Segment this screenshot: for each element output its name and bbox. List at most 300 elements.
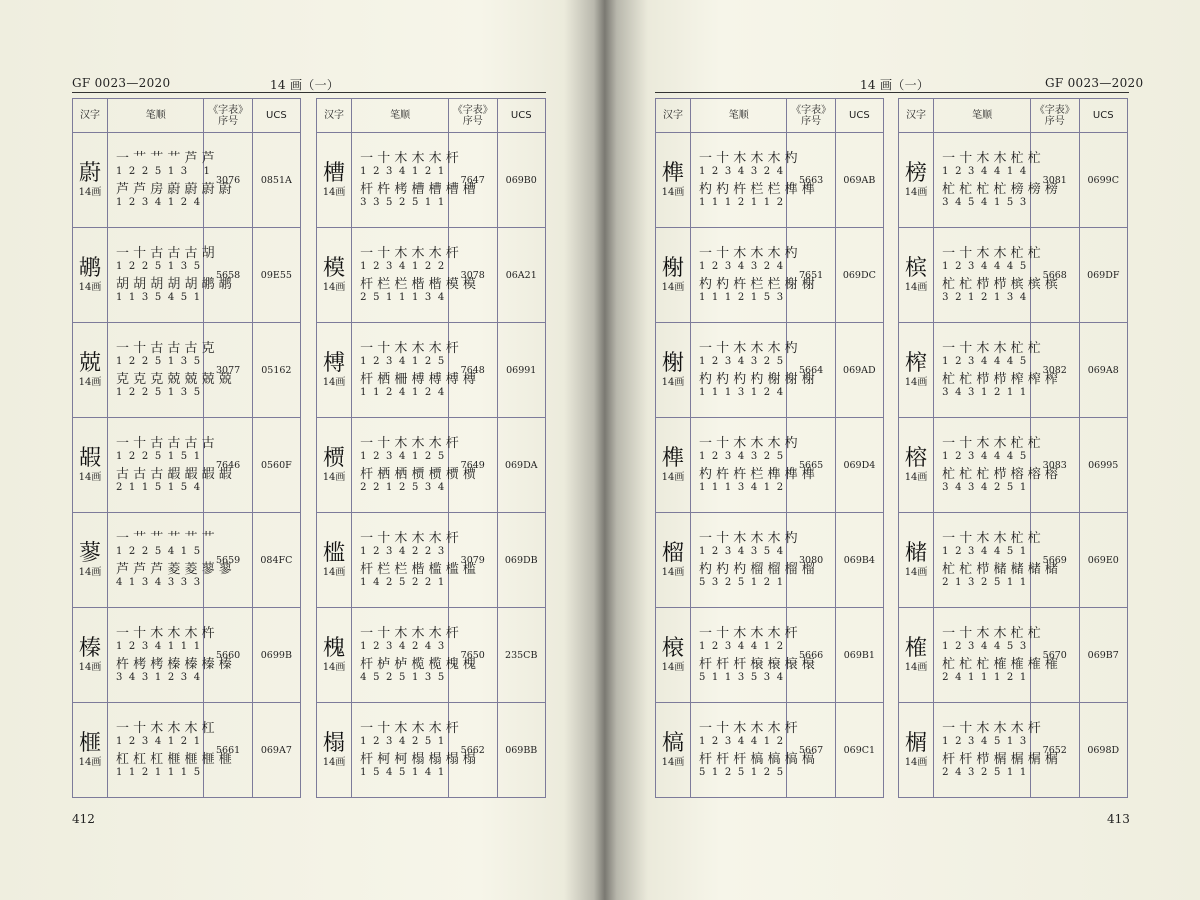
- header-stroke-order: 笔顺: [352, 99, 449, 133]
- table-row: [899, 418, 1128, 513]
- stroke-order-glyphs: 杆 栖 栖 槚 槚 槚 槚: [360, 466, 476, 482]
- table-seq-number: 3083: [1031, 418, 1079, 513]
- hanzi-cell: [317, 228, 352, 323]
- ucs-code: 0560F: [252, 418, 300, 513]
- stroke-count: 14画: [904, 757, 928, 768]
- hanzi-character: 榭: [661, 256, 684, 281]
- stroke-order-numbers: 1225415: [115, 545, 207, 557]
- table-seq-number: 3079: [449, 513, 497, 608]
- hanzi-cell: [73, 323, 108, 418]
- table-seq-number: 7649: [449, 418, 497, 513]
- header-ucs: UCS: [835, 99, 883, 133]
- stroke-order-numbers: 1225135: [115, 355, 207, 367]
- stroke-order-glyphs: 杵 栲 栲 榛 榛 榛 榛: [115, 656, 232, 672]
- ucs-code: 09E55: [252, 228, 300, 323]
- hanzi-cell: [899, 608, 934, 703]
- stroke-section-header: 14 画（一）: [270, 78, 340, 92]
- stroke-order-glyphs: 一 十 木 木 木 杆: [360, 340, 459, 356]
- hanzi-character: 榷: [905, 636, 928, 661]
- hanzi-character: 榫: [661, 446, 684, 471]
- character-table: [72, 98, 301, 798]
- table-seq-number: 5669: [1031, 513, 1079, 608]
- table-seq-number: 7648: [449, 323, 497, 418]
- hanzi-cell: [656, 323, 691, 418]
- stroke-order-glyphs: 一 十 木 木 木 杆: [360, 435, 459, 451]
- hanzi-character: 嘏: [78, 446, 101, 471]
- hanzi-character: 榭: [661, 351, 684, 376]
- table-row: [317, 133, 546, 228]
- stroke-order-numbers: 1234324: [698, 260, 790, 272]
- hanzi-cell: [899, 513, 934, 608]
- table-row: [73, 228, 301, 323]
- stroke-order-numbers: 1234513: [942, 735, 1033, 747]
- table-row: [73, 703, 301, 798]
- stroke-order-numbers: 5125125: [698, 766, 790, 778]
- header-ucs: UCS: [1079, 99, 1128, 133]
- stroke-order-numbers: 1225151: [115, 450, 207, 462]
- table-seq-number: 5659: [204, 513, 252, 608]
- ucs-code: 0851A: [252, 133, 300, 228]
- table-seq-number: 5667: [787, 703, 835, 798]
- table-row: [656, 608, 884, 703]
- table-row: [317, 703, 546, 798]
- header-rule: [72, 92, 546, 93]
- table-seq-number: 5658: [204, 228, 252, 323]
- stroke-count: 14画: [904, 472, 928, 483]
- table-seq-number: 7646: [204, 418, 252, 513]
- stroke-count: 14画: [661, 567, 685, 578]
- table-row: [899, 513, 1128, 608]
- table-seq-number: 7647: [449, 133, 497, 228]
- table-seq-number: 7651: [787, 228, 835, 323]
- hanzi-cell: [317, 703, 352, 798]
- right-page: [600, 0, 1200, 900]
- stroke-order-numbers: 5113534: [698, 671, 790, 683]
- character-table: [316, 98, 546, 798]
- table-row: [656, 418, 884, 513]
- ucs-code: 069DF: [1079, 228, 1128, 323]
- hanzi-cell: [73, 133, 108, 228]
- stroke-order-numbers: 2511134: [360, 291, 451, 303]
- stroke-order-numbers: 1234125: [360, 355, 451, 367]
- standard-code-header: GF 0023—2020: [1045, 76, 1144, 90]
- stroke-order-numbers: 1121115: [115, 766, 207, 778]
- hanzi-character: 蔚: [78, 161, 101, 186]
- stroke-count: 14画: [904, 377, 928, 388]
- table-row: [899, 608, 1128, 703]
- table-seq-number: 5664: [787, 323, 835, 418]
- stroke-order-glyphs: 一 十 木 木 木 杓: [698, 150, 798, 166]
- hanzi-cell: [899, 418, 934, 513]
- hanzi-cell: [656, 228, 691, 323]
- stroke-order-glyphs: 杆 杆 杆 榱 榱 榱 榱: [698, 656, 815, 672]
- stroke-order-glyphs: 一 十 木 木 木 杆: [698, 625, 798, 641]
- hanzi-cell: [317, 418, 352, 513]
- stroke-order-glyphs: 一 艹 艹 艹 芦 芦: [115, 150, 215, 166]
- stroke-order-glyphs: 一 十 木 木 杧 杧: [942, 530, 1041, 546]
- stroke-order-glyphs: 杓 杓 杵 栏 栏 榭 榭: [698, 276, 815, 292]
- hanzi-cell: [656, 608, 691, 703]
- stroke-order-numbers: 1234125: [360, 450, 451, 462]
- stroke-order-glyphs: 杆 栌 栌 榄 榄 槐 槐: [360, 656, 476, 672]
- stroke-order-numbers: 1225135: [115, 260, 207, 272]
- stroke-count: 14画: [661, 662, 685, 673]
- page-number: 412: [72, 812, 95, 826]
- header-hanzi: 汉字: [656, 99, 691, 133]
- table-seq-number: 3077: [204, 323, 252, 418]
- hanzi-cell: [73, 228, 108, 323]
- hanzi-cell: [317, 323, 352, 418]
- hanzi-cell: [656, 513, 691, 608]
- ucs-code: 069AD: [835, 323, 883, 418]
- stroke-count: 14画: [78, 472, 102, 483]
- stroke-order-numbers: 1124124: [360, 386, 451, 398]
- stroke-count: 14画: [904, 187, 928, 198]
- stroke-order-numbers: 1234121: [360, 165, 451, 177]
- hanzi-character: 槛: [323, 541, 346, 566]
- stroke-order-glyphs: 一 十 木 木 木 杆: [698, 720, 798, 736]
- hanzi-character: 榛: [78, 636, 101, 661]
- ucs-code: 0699B: [252, 608, 300, 703]
- character-table: [655, 98, 884, 798]
- stroke-order-numbers: 3434251: [942, 481, 1033, 493]
- hanzi-cell: [73, 513, 108, 608]
- stroke-order-numbers: 2212534: [360, 481, 451, 493]
- ucs-code: 069A8: [1079, 323, 1128, 418]
- stroke-order-glyphs: 一 十 木 木 木 杆: [360, 245, 459, 261]
- stroke-count: 14画: [78, 187, 102, 198]
- stroke-order-glyphs: 一 十 木 木 木 杠: [115, 720, 215, 736]
- table-seq-number: 5663: [787, 133, 835, 228]
- ucs-code: 069C1: [835, 703, 883, 798]
- stroke-order-numbers: 1234412: [698, 735, 790, 747]
- stroke-count: 14画: [322, 187, 346, 198]
- stroke-order-glyphs: 杓 杓 杓 榴 榴 榴 榴: [698, 561, 815, 577]
- stroke-count: 14画: [322, 377, 346, 388]
- header-ucs: UCS: [252, 99, 300, 133]
- ucs-code: 069B7: [1079, 608, 1128, 703]
- stroke-order-glyphs: 一 十 木 木 木 杆: [360, 150, 459, 166]
- stroke-count: 14画: [904, 282, 928, 293]
- table-row: [656, 323, 884, 418]
- header-stroke-order: 笔顺: [107, 99, 204, 133]
- ucs-code: 069DB: [497, 513, 546, 608]
- stroke-order-numbers: 1234453: [942, 640, 1033, 652]
- stroke-order-glyphs: 一 十 木 木 杧 杧: [942, 625, 1041, 641]
- hanzi-cell: [899, 133, 934, 228]
- stroke-order-numbers: 1113124: [698, 386, 790, 398]
- stroke-order-numbers: 1234251: [360, 735, 451, 747]
- character-table: [898, 98, 1128, 798]
- header-hanzi: 汉字: [899, 99, 934, 133]
- stroke-order-numbers: 2115154: [115, 481, 207, 493]
- stroke-order-numbers: 1425221: [360, 576, 451, 588]
- table-row: [656, 513, 884, 608]
- table-row: [899, 323, 1128, 418]
- table-seq-number: 5668: [1031, 228, 1079, 323]
- stroke-order-glyphs: 芦 芦 芦 菱 菱 蓼 蓼: [115, 561, 232, 577]
- ucs-code: 06991: [497, 323, 546, 418]
- stroke-order-numbers: 1234223: [360, 545, 451, 557]
- ucs-code: 084FC: [252, 513, 300, 608]
- stroke-order-glyphs: 一 十 木 木 木 杵: [115, 625, 215, 641]
- hanzi-character: 槟: [905, 256, 928, 281]
- ucs-code: 069DA: [497, 418, 546, 513]
- stroke-order-glyphs: 一 十 木 木 木 杆: [360, 625, 459, 641]
- stroke-order-glyphs: 杆 杆 杆 槁 槁 槁 槁: [698, 751, 815, 767]
- table-row: [317, 228, 546, 323]
- hanzi-character: 榜: [905, 161, 928, 186]
- table-seq-number: 5665: [787, 418, 835, 513]
- stroke-order-glyphs: 一 十 古 古 古 古: [115, 435, 215, 451]
- header-stroke-order: 笔顺: [690, 99, 787, 133]
- ucs-code: 06A21: [497, 228, 546, 323]
- stroke-count: 14画: [904, 567, 928, 578]
- table-row: [317, 608, 546, 703]
- hanzi-cell: [317, 608, 352, 703]
- stroke-order-numbers: 3431211: [942, 386, 1033, 398]
- hanzi-cell: [899, 703, 934, 798]
- stroke-order-numbers: 1112112: [698, 196, 790, 208]
- hanzi-character: 榑: [323, 351, 346, 376]
- stroke-order-glyphs: 杧 杧 杧 榷 榷 榷 榷: [942, 656, 1058, 672]
- stroke-order-glyphs: 杆 栖 柵 榑 榑 榑 榑: [360, 371, 476, 387]
- header-rule: [655, 92, 1129, 93]
- stroke-order-glyphs: 一 十 木 木 杧 杧: [942, 245, 1041, 261]
- table-seq-number: 3078: [449, 228, 497, 323]
- stroke-count: 14画: [322, 567, 346, 578]
- stroke-order-glyphs: 一 十 木 木 杧 杧: [942, 435, 1041, 451]
- stroke-order-glyphs: 杆 柯 柯 榻 榻 榻 榻: [360, 751, 476, 767]
- ucs-code: 069B4: [835, 513, 883, 608]
- table-row: [656, 703, 884, 798]
- stroke-order-glyphs: 杠 杠 杠 榧 榧 榧 榧: [115, 751, 232, 767]
- stroke-order-glyphs: 古 古 古 嘏 嘏 嘏 嘏: [115, 466, 232, 482]
- stroke-order-glyphs: 一 十 古 古 古 胡: [115, 245, 215, 261]
- header-table-seq: 《字表》序号: [204, 99, 252, 133]
- stroke-count: 14画: [322, 282, 346, 293]
- table-seq-number: 5660: [204, 608, 252, 703]
- stroke-order-glyphs: 一 十 木 木 杧 杧: [942, 150, 1041, 166]
- table-row: [656, 228, 884, 323]
- table-row: [73, 608, 301, 703]
- stroke-order-numbers: 1225135: [115, 386, 207, 398]
- stroke-order-numbers: 1234122: [360, 260, 451, 272]
- stroke-order-glyphs: 一 十 古 古 古 克: [115, 340, 215, 356]
- hanzi-cell: [656, 418, 691, 513]
- stroke-order-glyphs: 杧 杧 杧 杧 榜 榜 榜: [942, 181, 1058, 197]
- stroke-order-numbers: 1234243: [360, 640, 451, 652]
- hanzi-character: 槚: [323, 446, 346, 471]
- stroke-order-glyphs: 胡 胡 胡 胡 胡 鹕 鹕: [115, 276, 232, 292]
- stroke-order-glyphs: 一 十 木 木 木 杆: [360, 720, 459, 736]
- table-seq-number: 3080: [787, 513, 835, 608]
- hanzi-cell: [656, 703, 691, 798]
- stroke-order-glyphs: 杧 杧 栉 栉 槟 槟 槟: [942, 276, 1058, 292]
- stroke-order-numbers: 1234324: [698, 165, 790, 177]
- stroke-order-glyphs: 一 十 木 木 木 杓: [698, 340, 798, 356]
- stroke-count: 14画: [322, 662, 346, 673]
- hanzi-cell: [899, 323, 934, 418]
- hanzi-character: 鹕: [78, 256, 101, 281]
- hanzi-character: 榴: [661, 541, 684, 566]
- stroke-order-numbers: 1234354: [698, 545, 790, 557]
- stroke-order-glyphs: 杓 杵 杵 栏 榫 榫 榫: [698, 466, 815, 482]
- stroke-order-numbers: 2432511: [942, 766, 1033, 778]
- hanzi-character: 榧: [78, 731, 101, 756]
- table-row: [899, 133, 1128, 228]
- stroke-order-numbers: 3431234: [115, 671, 207, 683]
- stroke-order-glyphs: 杓 杓 杓 杓 榭 榭 榭: [698, 371, 815, 387]
- hanzi-character: 槐: [323, 636, 346, 661]
- stroke-order-numbers: 4134333: [115, 576, 207, 588]
- stroke-order-numbers: 3352511: [360, 196, 451, 208]
- ucs-code: 069B0: [497, 133, 546, 228]
- ucs-code: 0699C: [1079, 133, 1128, 228]
- stroke-order-glyphs: 一 十 木 木 木 杓: [698, 245, 798, 261]
- stroke-count: 14画: [661, 757, 685, 768]
- stroke-order-numbers: 1135451: [115, 291, 207, 303]
- stroke-count: 14画: [78, 567, 102, 578]
- stroke-order-glyphs: 一 十 木 木 木 杓: [698, 530, 798, 546]
- stroke-count: 14画: [661, 282, 685, 293]
- table-seq-number: 7652: [1031, 703, 1079, 798]
- ucs-code: 05162: [252, 323, 300, 418]
- table-seq-number: 5661: [204, 703, 252, 798]
- standard-code-header: GF 0023—2020: [72, 76, 171, 90]
- table-seq-number: 5666: [787, 608, 835, 703]
- header-hanzi: 汉字: [73, 99, 108, 133]
- stroke-order-glyphs: 一 十 木 木 木 杆: [942, 720, 1041, 736]
- hanzi-character: 榕: [905, 446, 928, 471]
- table-row: [317, 323, 546, 418]
- stroke-order-numbers: 2411121: [942, 671, 1033, 683]
- stroke-order-glyphs: 一 十 木 木 木 杆: [360, 530, 459, 546]
- stroke-order-glyphs: 一 艹 艹 艹 艹 艹: [115, 530, 215, 546]
- stroke-count: 14画: [904, 662, 928, 673]
- stroke-order-glyphs: 克 克 克 兢 兢 兢 兢: [115, 371, 232, 387]
- hanzi-character: 兢: [78, 351, 101, 376]
- stroke-count: 14画: [78, 757, 102, 768]
- table-row: [73, 513, 301, 608]
- header-table-seq: 《字表》序号: [1031, 99, 1079, 133]
- stroke-order-numbers: 1545141: [360, 766, 451, 778]
- stroke-order-numbers: 1234121: [115, 735, 207, 747]
- hanzi-character: 榻: [323, 731, 346, 756]
- stroke-order-numbers: 3454153: [942, 196, 1033, 208]
- stroke-order-glyphs: 杓 杓 杵 栏 栏 榫 榫: [698, 181, 815, 197]
- table-row: [899, 703, 1128, 798]
- header-ucs: UCS: [497, 99, 546, 133]
- table-row: [317, 513, 546, 608]
- stroke-count: 14画: [661, 187, 685, 198]
- stroke-order-glyphs: 杧 杧 栉 槠 槠 槠 槠: [942, 561, 1058, 577]
- table-seq-number: 3082: [1031, 323, 1079, 418]
- stroke-order-numbers: 4525135: [360, 671, 451, 683]
- stroke-count: 14画: [78, 662, 102, 673]
- stroke-order-glyphs: 杆 杵 栲 槽 槽 槽 槽: [360, 181, 476, 197]
- stroke-order-glyphs: 芦 芦 房 蔚 蔚 蔚 蔚: [115, 181, 232, 197]
- stroke-order-numbers: 1234111: [115, 640, 207, 652]
- stroke-count: 14画: [661, 472, 685, 483]
- stroke-order-numbers: 1234451: [942, 545, 1033, 557]
- stroke-count: 14画: [661, 377, 685, 388]
- table-seq-number: 5670: [1031, 608, 1079, 703]
- stroke-order-numbers: 1234414: [942, 165, 1033, 177]
- stroke-order-glyphs: 杧 杧 杧 栉 榕 榕 榕: [942, 466, 1058, 482]
- hanzi-character: 模: [323, 256, 346, 281]
- ucs-code: 069A7: [252, 703, 300, 798]
- hanzi-character: 榱: [661, 636, 684, 661]
- stroke-count: 14画: [78, 282, 102, 293]
- stroke-order-numbers: 1234325: [698, 355, 790, 367]
- stroke-order-glyphs: 杆 杆 栉 榍 榍 榍 榍: [942, 751, 1058, 767]
- stroke-order-numbers: 1234445: [942, 450, 1033, 462]
- page-number: 413: [1107, 812, 1130, 826]
- stroke-order-numbers: 1234124: [115, 196, 207, 208]
- header-table-seq: 《字表》序号: [787, 99, 835, 133]
- hanzi-character: 槽: [323, 161, 346, 186]
- stroke-count: 14画: [322, 472, 346, 483]
- stroke-order-numbers: 1234445: [942, 260, 1033, 272]
- table-row: [73, 418, 301, 513]
- ucs-code: 0698D: [1079, 703, 1128, 798]
- ucs-code: 069B1: [835, 608, 883, 703]
- stroke-order-numbers: 3212134: [942, 291, 1033, 303]
- hanzi-cell: [317, 513, 352, 608]
- table-seq-number: 7650: [449, 608, 497, 703]
- hanzi-character: 榫: [661, 161, 684, 186]
- hanzi-cell: [73, 703, 108, 798]
- hanzi-character: 榍: [905, 731, 928, 756]
- hanzi-cell: [73, 418, 108, 513]
- hanzi-character: 槠: [905, 541, 928, 566]
- table-row: [317, 418, 546, 513]
- table-row: [73, 323, 301, 418]
- table-seq-number: 3081: [1031, 133, 1079, 228]
- stroke-order-numbers: 5325121: [698, 576, 790, 588]
- ucs-code: 069DC: [835, 228, 883, 323]
- table-row: [73, 133, 301, 228]
- stroke-order-numbers: 1113412: [698, 481, 790, 493]
- ucs-code: 069D4: [835, 418, 883, 513]
- ucs-code: 069AB: [835, 133, 883, 228]
- table-row: [656, 133, 884, 228]
- stroke-order-glyphs: 杧 杧 栉 栉 榨 榨 榨: [942, 371, 1058, 387]
- table-seq-number: 5662: [449, 703, 497, 798]
- table-seq-number: 3076: [204, 133, 252, 228]
- table-row: [899, 228, 1128, 323]
- stroke-order-numbers: 1234412: [698, 640, 790, 652]
- stroke-section-header: 14 画（一）: [860, 78, 930, 92]
- header-hanzi: 汉字: [317, 99, 352, 133]
- hanzi-cell: [899, 228, 934, 323]
- stroke-count: 14画: [78, 377, 102, 388]
- stroke-order-glyphs: 杆 栏 栏 楷 楷 模 模: [360, 276, 476, 292]
- hanzi-character: 榨: [905, 351, 928, 376]
- hanzi-character: 蓼: [78, 541, 101, 566]
- stroke-order-glyphs: 杆 栏 栏 楷 槛 槛 槛: [360, 561, 476, 577]
- stroke-order-glyphs: 一 十 木 木 杧 杧: [942, 340, 1041, 356]
- hanzi-cell: [656, 133, 691, 228]
- ucs-code: 069BB: [497, 703, 546, 798]
- stroke-order-glyphs: 一 十 木 木 木 杓: [698, 435, 798, 451]
- stroke-order-numbers: 1234325: [698, 450, 790, 462]
- stroke-order-numbers: 1234445: [942, 355, 1033, 367]
- hanzi-character: 槁: [661, 731, 684, 756]
- ucs-code: 06995: [1079, 418, 1128, 513]
- ucs-code: 235CB: [497, 608, 546, 703]
